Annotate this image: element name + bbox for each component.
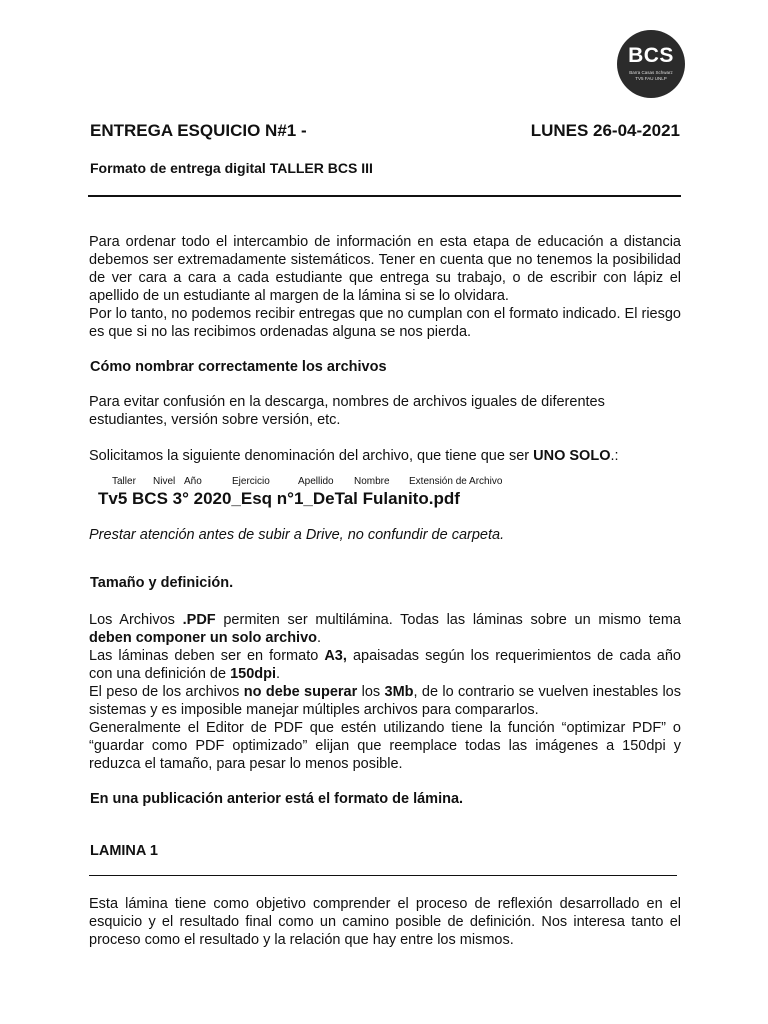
logo-subtext: Barra Casas Schwarz TV5 FAU UNLP (629, 70, 673, 81)
naming-heading: Cómo nombrar correctamente los archivos (90, 359, 387, 375)
label-apellido: Apellido (298, 476, 334, 487)
lamina-heading: LAMINA 1 (90, 843, 158, 859)
label-nombre: Nombre (354, 476, 390, 487)
naming-paragraph-1: Para evitar confusión en la descarga, nombres de archivos iguales de diferentes estudiantes, versión sobre versión, etc. (89, 394, 605, 428)
size-line-1: Los Archivos .PDF permiten ser multilámina. Todas las láminas sobre un mismo tema deben componer un solo archivo. (89, 612, 681, 646)
drive-note: Prestar atención antes de subir a Drive, no confundir de carpeta. (89, 527, 505, 543)
label-nivel: Nivel (153, 476, 176, 487)
intro-paragraph-1: Para ordenar todo el intercambio de información en esta etapa de educación a distancia debemos ser extremadamente sistemáticos. Tener en cuenta que no tenemos la posibilidad de ver cara a cara a cada estudiante que entrega su trabajo, o de escribir con lápiz el apellido de un estudiante al margen de la lámina si se lo olvidara. (89, 234, 681, 304)
size-line-4: Generalmente el Editor de PDF que estén utilizando tiene la función “optimizar PDF” o “guardar como PDF optimizado” elijan que reemplace todas las imágenes a 150dpi y reduzca el tamaño, para pesar lo menos posible. (89, 720, 681, 772)
example-filename: Tv5 BCS 3° 2020_Esq n°1_DeTal Fulanito.pdf (98, 489, 460, 508)
label-extension: Extensión de Archivo (409, 476, 503, 487)
document-subtitle: Formato de entrega digital TALLER BCS III (90, 160, 373, 176)
size-line-2: Las láminas deben ser en formato A3, apaisadas según los requerimientos de cada año con una definición de 150dpi. (89, 648, 681, 682)
intro-paragraph-2: Por lo tanto, no podemos recibir entregas que no cumplan con el formato indicado. El riesgo es que si no las recibimos ordenadas alguna se nos pierda. (89, 306, 681, 340)
naming-paragraph-2: Solicitamos la siguiente denominación del archivo, que tiene que ser UNO SOLO.: (89, 448, 619, 464)
document-title: ENTREGA ESQUICIO N#1 - (90, 121, 307, 140)
size-heading: Tamaño y definición. (90, 575, 234, 591)
intro-text (89, 233, 681, 341)
document-date: LUNES 26-04-2021 (530, 121, 680, 140)
logo-text: BCS (628, 44, 674, 67)
label-ejercicio: Ejercicio (232, 476, 270, 487)
header-divider (88, 195, 681, 197)
lamina-text: Esta lámina tiene como objetivo comprender el proceso de reflexión desarrollado en el esquicio y el resultado final como un camino posible de definición. Nos interesa tanto el proceso como el resultado y la relación que hay entre los mismos. (89, 896, 681, 948)
format-reference: En una publicación anterior está el formato de lámina. (90, 791, 464, 807)
size-text (89, 611, 681, 773)
bcs-logo (617, 30, 685, 98)
size-line-3: El peso de los archivos no debe superar los 3Mb, de lo contrario se vuelven inestables los sistemas y es imposible manejar múltiples archivos para compararlos. (89, 684, 681, 718)
label-taller: Taller (112, 476, 136, 487)
label-anio: Año (184, 476, 202, 487)
lamina-divider (89, 875, 677, 876)
